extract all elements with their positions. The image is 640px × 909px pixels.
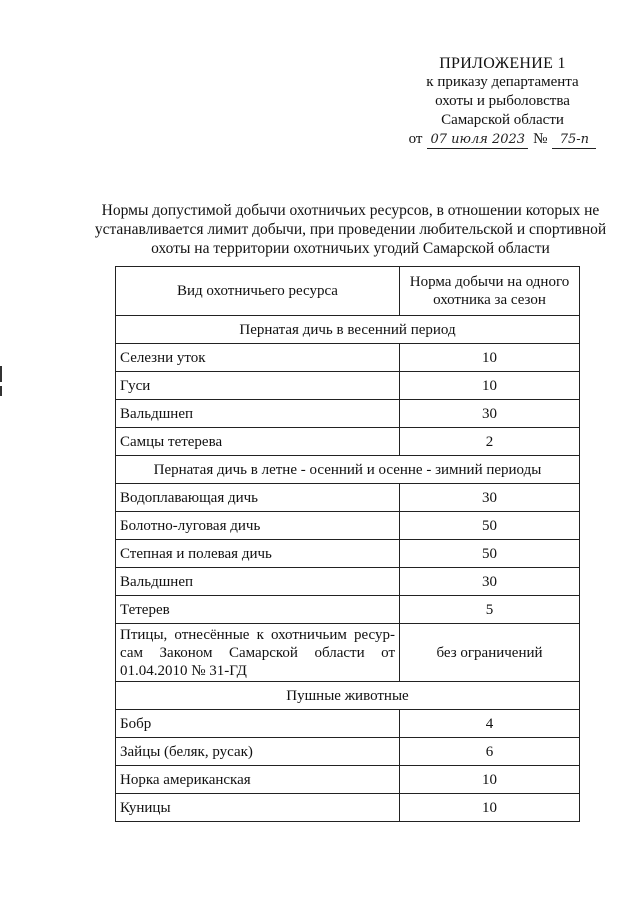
- resource-name: Степная и полевая дичь: [116, 540, 400, 568]
- table-row: [116, 512, 580, 540]
- norm-value: 10: [400, 794, 580, 822]
- number-sign: №: [533, 131, 548, 147]
- norm-value: без ограничений: [400, 624, 580, 682]
- table-row: [116, 596, 580, 624]
- section-row: [116, 316, 580, 344]
- norm-value: 10: [400, 344, 580, 372]
- section-title: Пернатая дичь в летне - осенний и осенне - зимний периоды: [116, 456, 580, 484]
- header-line: охоты и рыболовства: [435, 93, 570, 109]
- section-row: [116, 682, 580, 710]
- order-date-number: [400, 130, 605, 149]
- table-row: [116, 794, 580, 822]
- section-title: Пушные животные: [116, 682, 580, 710]
- norm-value: 30: [400, 484, 580, 512]
- margin-mark: [0, 386, 2, 396]
- resource-name: Тетерев: [116, 596, 400, 624]
- table-row: [116, 710, 580, 738]
- table-row: [116, 624, 580, 682]
- resource-name: Болотно-луговая дичь: [116, 512, 400, 540]
- norm-value: 2: [400, 428, 580, 456]
- table-row: [116, 766, 580, 794]
- norm-value: 50: [400, 540, 580, 568]
- resource-name: Птицы, отнесённые к охотничьим ресур-сам Законом Самарской области от 01.04.2010 № 31-ГД: [116, 624, 400, 682]
- resource-name: Самцы тетерева: [116, 428, 400, 456]
- norm-value: 30: [400, 568, 580, 596]
- resource-name: Вальдшнеп: [116, 568, 400, 596]
- column-header: Норма добычи на одного охотника за сезон: [400, 267, 580, 316]
- resource-name: Бобр: [116, 710, 400, 738]
- appendix-title: ПРИЛОЖЕНИЕ 1: [439, 55, 566, 72]
- table-row: [116, 568, 580, 596]
- table-row: [116, 738, 580, 766]
- resource-name: Зайцы (беляк, русак): [116, 738, 400, 766]
- table-row: [116, 372, 580, 400]
- table-row: [116, 540, 580, 568]
- table-row: [116, 344, 580, 372]
- table-row: [116, 428, 580, 456]
- norm-value: 4: [400, 710, 580, 738]
- norm-value: 6: [400, 738, 580, 766]
- document-title: Нормы допустимой добычи охотничьих ресурсов, в отношении которых не устанавливается лимит добычи, при проведении любительской и спортивной охоты на территории охотничьих угодий Самарской области: [94, 202, 607, 257]
- norm-value: 10: [400, 766, 580, 794]
- header-line: к приказу департамента: [426, 74, 579, 90]
- norm-value: 10: [400, 372, 580, 400]
- table-header-row: [116, 267, 580, 316]
- resource-name: Вальдшнеп: [116, 400, 400, 428]
- margin-mark: [0, 366, 2, 382]
- resource-name: Норка американская: [116, 766, 400, 794]
- date-prefix: от: [408, 131, 423, 147]
- norm-value: 5: [400, 596, 580, 624]
- section-row: [116, 456, 580, 484]
- column-header: Вид охотничьего ресурса: [116, 267, 400, 316]
- appendix-header: [400, 54, 605, 149]
- table-row: [116, 484, 580, 512]
- resource-name: Гуси: [116, 372, 400, 400]
- handwritten-number: 75-п: [552, 132, 596, 149]
- section-title: Пернатая дичь в весенний период: [116, 316, 580, 344]
- table-row: [116, 400, 580, 428]
- resource-name: Куницы: [116, 794, 400, 822]
- norm-value: 50: [400, 512, 580, 540]
- resource-name: Водоплавающая дичь: [116, 484, 400, 512]
- header-line: Самарской области: [441, 112, 564, 128]
- resource-name: Селезни уток: [116, 344, 400, 372]
- norm-value: 30: [400, 400, 580, 428]
- norms-table: [115, 266, 580, 822]
- handwritten-date: 07 июля 2023: [427, 132, 528, 149]
